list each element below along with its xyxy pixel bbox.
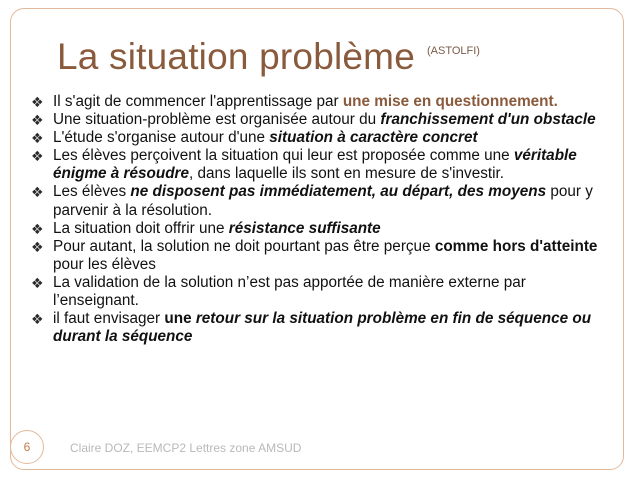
bullet-text: Les élèves perçoivent la situation qui leur est proposée comme une (53, 147, 514, 165)
list-item (31, 220, 611, 238)
bullet-emphasis: retour sur la situation problème en fin de séquence ou durant la séquence (53, 310, 592, 346)
four-diamond-bullet-icon: ❖ (31, 220, 44, 237)
four-diamond-bullet-icon: ❖ (31, 184, 44, 201)
bullet-text: Une situation-problème est organisée autour du (53, 111, 381, 129)
list-item (31, 93, 611, 111)
four-diamond-bullet-icon: ❖ (31, 311, 44, 328)
four-diamond-bullet-icon: ❖ (31, 112, 44, 129)
bullet-emphasis: comme hors d'atteinte (434, 237, 598, 255)
list-item (31, 274, 611, 310)
list-item (31, 310, 611, 346)
list-item (31, 111, 611, 129)
bullet-emphasis: franchissement d'un obstacle (380, 111, 596, 129)
title-text: La situation problème (57, 36, 415, 77)
bullet-emphasis: une mise en questionnement. (342, 93, 558, 110)
list-item (31, 129, 611, 147)
bullet-emphasis: situation à caractère concret (269, 129, 478, 147)
four-diamond-bullet-icon: ❖ (31, 94, 44, 110)
four-diamond-bullet-icon: ❖ (31, 148, 44, 165)
four-diamond-bullet-icon: ❖ (31, 274, 44, 291)
bullet-text: pour les élèves (53, 255, 156, 273)
slide-footer: Claire DOZ, EEMCP2 Lettres zone AMSUD (70, 441, 302, 455)
bullet-text: pour y parvenir à la résolution. (53, 183, 593, 219)
list-item (31, 147, 611, 183)
bullet-text: La validation de la solution n’est pas apportée de manière externe par l’enseignant. (53, 273, 526, 310)
slide-title (57, 36, 480, 78)
four-diamond-bullet-icon: ❖ (31, 238, 44, 255)
bullet-text: La situation doit offrir une (53, 219, 229, 237)
page-number: 6 (10, 430, 44, 464)
list-item (31, 238, 611, 274)
bullet-emphasis: ne disposent pas immédiatement, au départ, des moyens (130, 183, 547, 201)
list-item (31, 183, 611, 219)
title-note: (ASTOLFI) (426, 45, 480, 57)
bullet-emphasis: résistance suffisante (228, 219, 381, 237)
bullet-text: Il s'agit de commencer l'apprentissage par (53, 93, 343, 110)
bullet-emphasis: une (164, 310, 196, 328)
bullet-text: Les élèves (53, 183, 131, 201)
four-diamond-bullet-icon: ❖ (31, 130, 44, 147)
bullet-text: il faut envisager (53, 310, 165, 328)
bullet-text: , dans laquelle ils sont en mesure de s'investir. (189, 165, 505, 183)
bullet-emphasis: véritable énigme à résoudre (53, 147, 577, 183)
bullet-text: Pour autant, la solution ne doit pourtant pas être perçue (53, 237, 435, 255)
bullet-text: L'étude s'organise autour d'une (53, 129, 270, 147)
bullet-list (31, 93, 611, 346)
